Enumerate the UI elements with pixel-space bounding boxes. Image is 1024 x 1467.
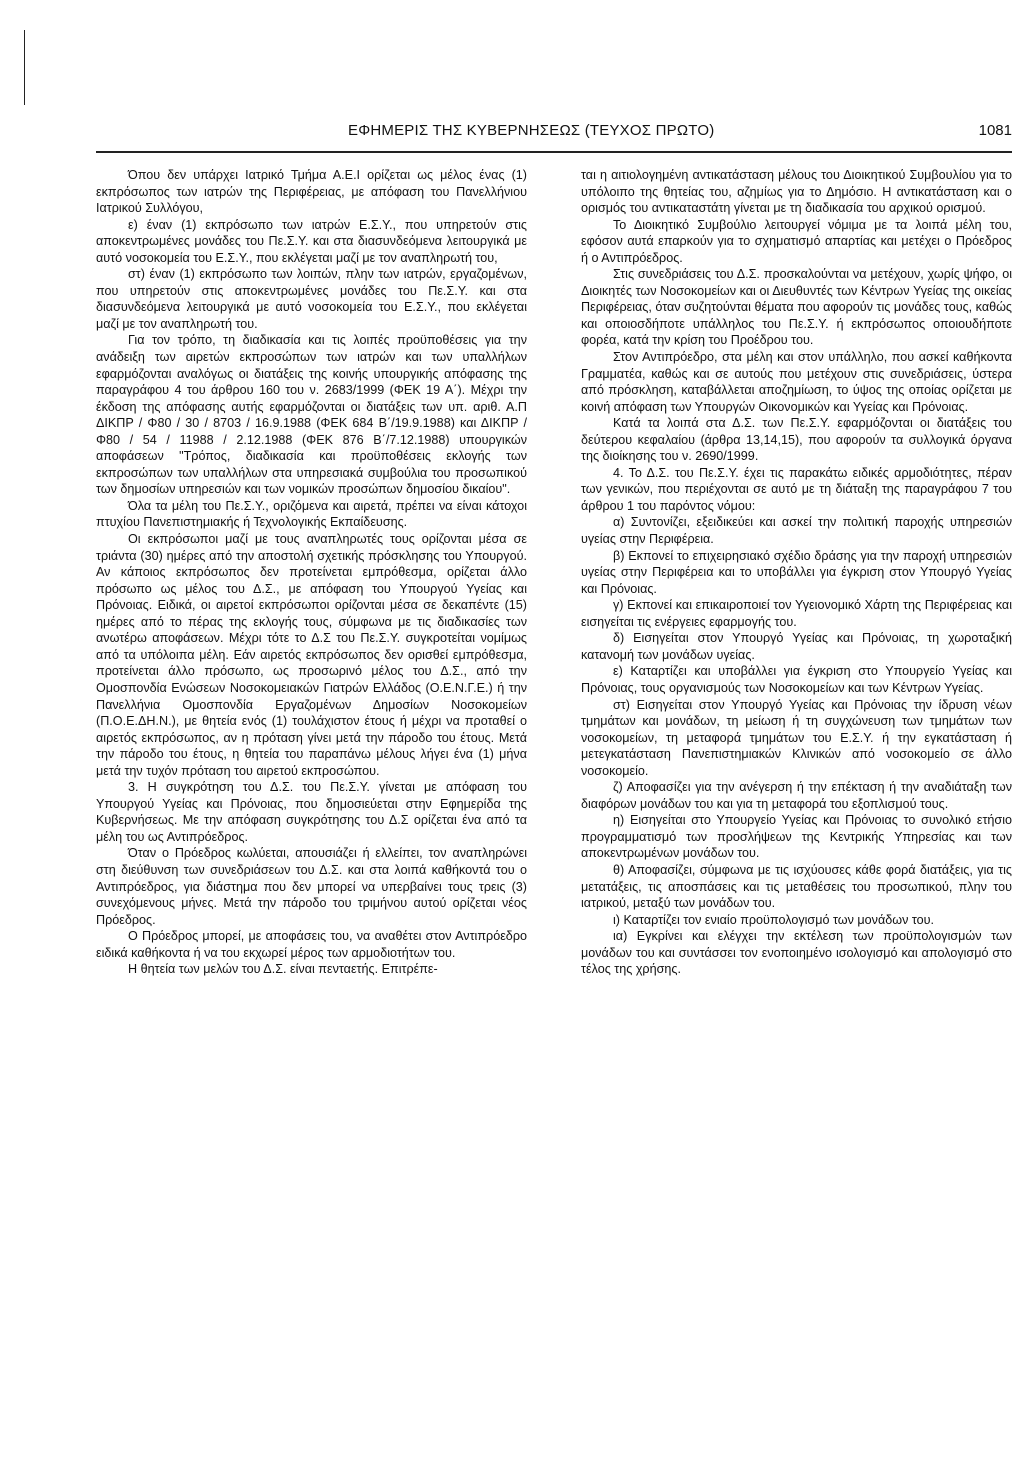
paragraph: Κατά τα λοιπά στα Δ.Σ. των Πε.Σ.Υ. εφαρμόζονται οι διατάξεις του δεύτερου κεφαλαίου (άρθρα 13,14,15), που αφορούν τα συλλογικά όργανα της διοίκησης του ν. 2690/1999. <box>581 416 1012 464</box>
right-column <box>581 167 1012 978</box>
paragraph: 4. Το Δ.Σ. του Πε.Σ.Υ. έχει τις παρακάτω ειδικές αρμοδιότητες, πέραν των γενικών, που περιέχονται σε αυτό με τη διάταξη της παραγράφου 7 του άρθρου 1 του παρόντος νόμου: <box>581 465 1012 513</box>
gazette-title: ΕΦΗΜΕΡΙΣ ΤΗΣ ΚΥΒΕΡΝΗΣΕΩΣ (ΤΕΥΧΟΣ ΠΡΩΤΟ) <box>348 122 715 139</box>
paragraph: ζ) Αποφασίζει για την ανέγερση ή την επέκταση ή την αναδιάταξη των διαφόρων μονάδων του και για τη μεταφορά του εξοπλισμού τους. <box>581 780 1012 811</box>
paragraph: στ) έναν (1) εκπρόσωπο των λοιπών, πλην των ιατρών, εργαζομένων, που υπηρετούν στις αποκεντρωμένες μονάδες του Πε.Σ.Υ. και στα διασυνδεόμενα λειτουργικά με αυτό νοσοκομεία του Ε.Σ.Υ., που εκλέγεται μαζί με τον αναπληρωτή του. <box>96 267 527 331</box>
paragraph: Ο Πρόεδρος μπορεί, με αποφάσεις του, να αναθέτει στον Αντιπρόεδρο ειδικά καθήκοντα ή να του εκχωρεί μέρος των αρμοδιοτήτων του. <box>96 929 527 960</box>
left-column <box>96 167 527 978</box>
paragraph: Το Διοικητικό Συμβούλιο λειτουργεί νόμιμα με τα λοιπά μέλη του, εφόσον αυτά επαρκούν για το σχηματισμό απαρτίας και μετέχει ο Πρόεδρος ή ο Αντιπρόεδρος. <box>581 217 1012 265</box>
paragraph: η) Εισηγείται στο Υπουργείο Υγείας και Πρόνοιας το συνολικό ετήσιο προγραμματισμό των προσλήψεων της Κεντρικής Υπηρεσίας και των αποκεντρωμένων μονάδων του. <box>581 813 1012 861</box>
paragraph: Όλα τα μέλη του Πε.Σ.Υ., οριζόμενα και αιρετά, πρέπει να είναι κάτοχοι πτυχίου Πανεπιστημιακής ή Τεχνολογικής Εκπαίδευσης. <box>96 498 527 530</box>
paragraph: Στις συνεδριάσεις του Δ.Σ. προσκαλούνται να μετέχουν, χωρίς ψήφο, οι Διοικητές των Νοσοκομείων και οι Διευθυντές των Κέντρων Υγείας της οικείας Περιφέρειας, όταν συζητούνται θέματα που αφορούν τις μονάδες τους, καθώς και οποιοσδήποτε υπάλληλος του Πε.Σ.Υ. ή εκπρόσωπος οποιουδήποτε φορέα, κατά την κρίση του Προέδρου του. <box>581 267 1012 348</box>
paragraph: στ) Εισηγείται στον Υπουργό Υγείας και Πρόνοιας την ίδρυση νέων τμημάτων και μονάδων, τη μείωση ή τη συγχώνευση των τμημάτων των νοσοκομείων, τη μεταφορά τμημάτων του Ε.Σ.Υ. ή την εγκατάσταση ή μετεγκατάσταση Πανεπιστημιακών Κλινικών από νοσοκομείο σε άλλο νοσοκομείο. <box>581 697 1012 778</box>
header-rule <box>96 151 1012 153</box>
paragraph: ε) έναν (1) εκπρόσωπο των ιατρών Ε.Σ.Υ., που υπηρετούν στις αποκεντρωμένες μονάδες του Πε.Σ.Υ. και στα διασυνδεόμενα λειτουργικά με αυτό νοσοκομεία του Ε.Σ.Υ., που εκλέγεται μαζί με τον αναπληρωτή του, <box>96 217 527 265</box>
page-header <box>96 122 1012 146</box>
paragraph: ται η αιτιολογημένη αντικατάσταση μέλους του Διοικητικού Συμβουλίου για το υπόλοιπο της θητείας του, αζημίως για το Δημόσιο. Η αντικατάσταση και ο ορισμός του αντικαταστάτη γίνεται με τη διαδικασία του αρχικού ορισμού. <box>581 168 1012 216</box>
paragraph: β) Εκπονεί το επιχειρησιακό σχέδιο δράσης για την παροχή υπηρεσιών υγείας στην Περιφέρεια και το υποβάλλει για έγκριση στον Υπουργό Υγείας και Πρόνοιας. <box>581 548 1012 596</box>
paragraph: Η θητεία των μελών του Δ.Σ. είναι πενταετής. Επιτρέπε- <box>128 962 438 977</box>
paragraph: Οι εκπρόσωποι μαζί με τους αναπληρωτές τους ορίζονται μέσα σε τριάντα (30) ημέρες από την αποστολή σχετικής πρόσκλησης του Υπουργού. Αν κάποιος εκπρόσωπος δεν προτείνεται εμπρόθεσμα, ορίζεται άλλο πρόσωπο ως μέλος του Δ.Σ., με απόφαση του Υπουργού Υγείας και Πρόνοιας. Ειδικά, οι αιρετοί εκπρόσωποι ορίζονται μέσα σε δεκαπέντε (15) ημέρες από το πέρας της εκλογής τους, σύμφωνα με τις διαδικασίες των ανωτέρω αποφάσεων. Μέχρι τότε το Δ.Σ του Πε.Σ.Υ. συγκροτείται νομίμως από τα υπόλοιπα μέλη. Εάν αιρετός εκπρόσωπος δεν ορισθεί εμπρόθεσμα, προτείνεται άλλο πρόσωπο, ως προσωρινό μέλος του Δ.Σ., από την Ομοσπονδία Ενώσεων Νοσοκομειακών Γιατρών Ελλάδος (Ο.Ε.Ν.Γ.Ε.) ή την Πανελλήνια Ομοσπονδία Εργαζομένων Δημοσίων Νοσοκομείων (Π.Ο.Ε.ΔΗ.Ν.), με θητεία ενός (1) τουλάχιστον έτους ή μέχρι να προταθεί ο αιρετός εκπρόσωπος, αν η πρόταση γίνει μετά την πάροδο του έτους. Μετά την πάροδο του έτους, η θητεία του παραπάνω μέλους λήγει ένα (1) μήνα μετά την τυχόν πρόταση του αιρετού εκπροσώπου. <box>96 532 527 778</box>
paragraph: 3. Η συγκρότηση του Δ.Σ. του Πε.Σ.Υ. γίνεται με απόφαση του Υπουργού Υγείας και Πρόνοιας, που δημοσιεύεται στην Εφημερίδα της Κυβερνήσεως. Με την απόφαση συγκρότησης του Δ.Σ ορίζεται ένα από τα μέλη του ως Αντιπρόεδρος. <box>96 780 527 844</box>
paragraph: Στον Αντιπρόεδρο, στα μέλη και στον υπάλληλο, που ασκεί καθήκοντα Γραμματέα, καθώς και σε αυτούς που μετέχουν στις συνεδριάσεις, ύστερα από πρόσκληση, καταβάλλεται αποζημίωση, το ύψος της οποίας ορίζεται με κοινή απόφαση των Υπουργών Οικονομικών και Υγείας και Πρόνοιας. <box>581 350 1012 414</box>
paragraph: θ) Αποφασίζει, σύμφωνα με τις ισχύουσες κάθε φορά διατάξεις, για τις μετατάξεις, τις αποσπάσεις και τις μεταθέσεις του προσωπικού, πλην του ιατρικού, μεταξύ των μονάδων του. <box>581 862 1012 911</box>
paragraph: Όπου δεν υπάρχει Ιατρικό Τμήμα Α.Ε.Ι ορίζεται ως μέλος ένας (1) εκπρόσωπος των ιατρών της Περιφέρειας, με απόφαση του Πανελλήνιου Ιατρικού Συλλόγου, <box>96 168 527 216</box>
paragraph: ια) Εγκρίνει και ελέγχει την εκτέλεση των προϋπολογισμών των μονάδων του και συντάσσει τον ενοποιημένο ισολογισμό και απολογισμό στο τέλος της χρήσης. <box>581 929 1012 977</box>
paragraph: ι) Καταρτίζει τον ενιαίο προϋπολογισμό των μονάδων του. <box>613 912 935 927</box>
paragraph: Όταν ο Πρόεδρος κωλύεται, απουσιάζει ή ελλείπει, τον αναπληρώνει στη διεύθυνση των συνεδριάσεων του Δ.Σ. και στα λοιπά καθήκοντά του ο Αντιπρόεδρος, για διάστημα που δεν μπορεί να υπερβαίνει τους τρεις (3) συνεχόμενους μήνες. Μετά την πάροδο του τριμήνου αυτού ορίζεται νέος Πρόεδρος. <box>96 846 527 927</box>
paragraph: Για τον τρόπο, τη διαδικασία και τις λοιπές προϋποθέσεις για την ανάδειξη των αιρετών εκπροσώπων των ιατρών και των υπαλλήλων εφαρμόζονται αναλόγως οι διατάξεις της κοινής υπουργικής απόφασης της παραγράφου 4 του άρθρου 160 του ν. 2683/1999 (ΦΕΚ 19 Α΄). Μέχρι την έκδοση της απόφασης αυτής εφαρμόζονται οι διατάξεις των υπ. αριθ. Α.Π ΔΙΚΠΡ / Φ80 / 30 / 8703 / 16.9.1988 (ΦΕΚ 684 Β΄/19.9.1988) και ΔΙΚΠΡ / Φ80 / 54 / 11988 / 2.12.1988 (ΦΕΚ 876 Β΄/7.12.1988) υπουργικών αποφάσεων "Τρόπος, διαδικασία και προϋποθέσεις εκλογής των εκπροσώπων των υπαλλήλων στα υπηρεσιακά συμβούλια του προσωπικού των δημοσίων υπηρεσιών και των νομικών προσώπων δημοσίου δικαίου". <box>96 333 527 497</box>
paragraph: δ) Εισηγείται στον Υπουργό Υγείας και Πρόνοιας, τη χωροταξική κατανομή των μονάδων υγείας. <box>581 631 1012 662</box>
paragraph: γ) Εκπονεί και επικαιροποιεί τον Υγειονομικό Χάρτη της Περιφέρειας και εισηγείται τις ενέργειες εφαρμογής του. <box>581 598 1012 629</box>
left-margin-rule <box>24 30 25 105</box>
page-number: 1081 <box>978 122 1012 139</box>
paragraph: α) Συντονίζει, εξειδικεύει και ασκεί την πολιτική παροχής υπηρεσιών υγείας στην Περιφέρεια. <box>581 515 1012 547</box>
paragraph: ε) Καταρτίζει και υποβάλλει για έγκριση στο Υπουργείο Υγείας και Πρόνοιας, τους οργανισμούς των Νοσοκομείων και των Κέντρων Υγείας. <box>581 664 1012 695</box>
